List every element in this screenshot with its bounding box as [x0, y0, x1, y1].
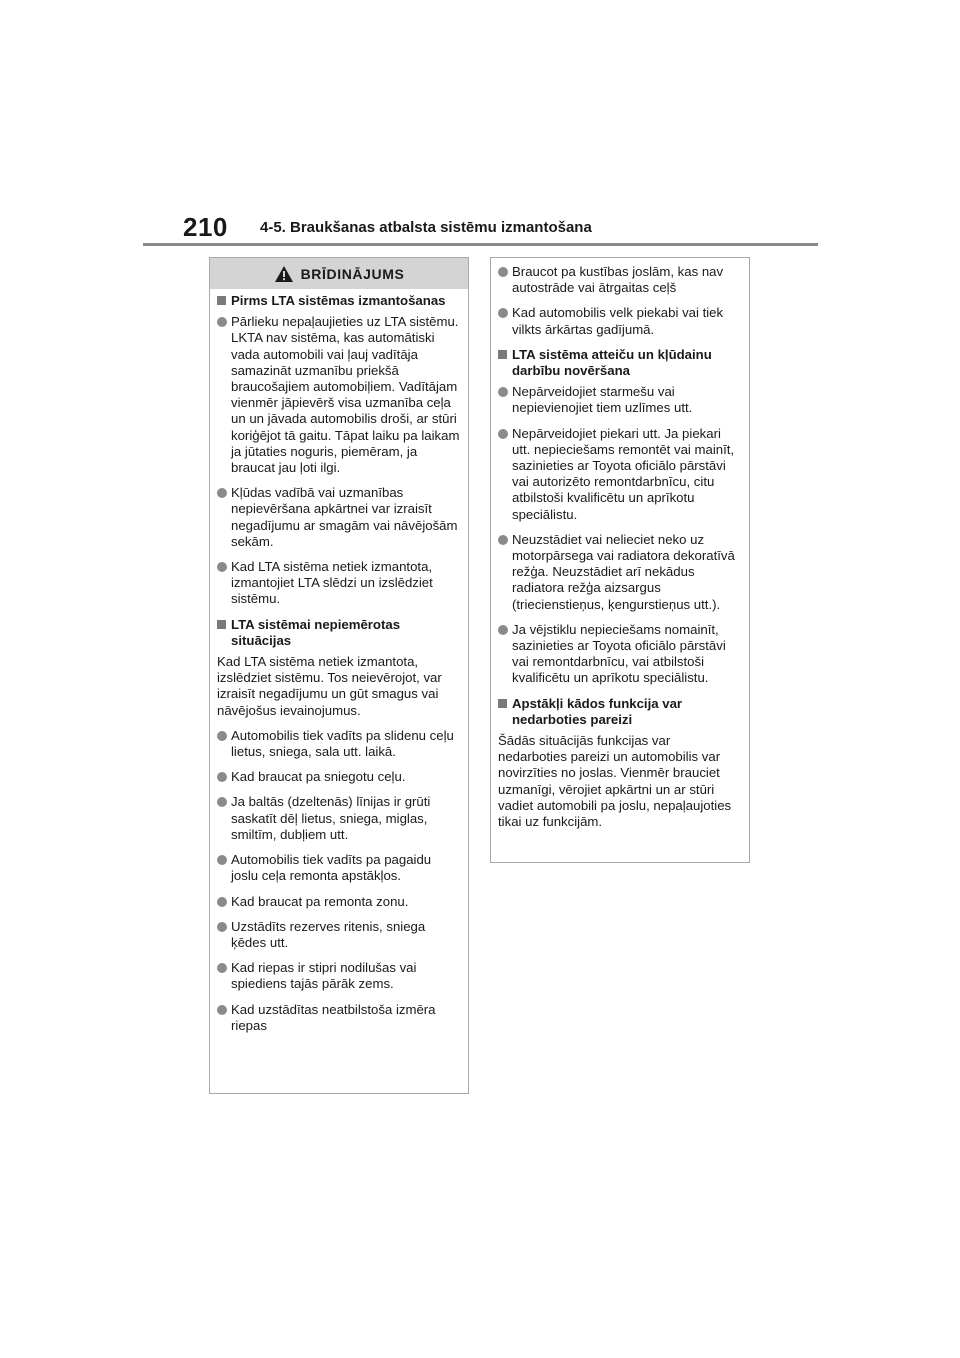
- section-heading: [217, 293, 461, 309]
- round-bullet-icon: [217, 922, 227, 932]
- round-bullet-icon: [217, 488, 227, 498]
- bullet-item: [217, 485, 461, 550]
- bullet-text: Automobilis tiek vadīts pa slidenu ceļu lietus, sniega, sala utt. laikā.: [231, 727, 454, 760]
- bullet-item: [498, 426, 742, 523]
- bullet-text: Braucot pa kustības joslām, kas nav autostrāde vai ātrgaitas ceļš: [512, 264, 724, 296]
- bullet-text: Kad automobilis velk piekabi vai tiek vilkts ārkārtas gadījumā.: [512, 305, 724, 337]
- round-bullet-icon: [498, 308, 508, 318]
- round-bullet-icon: [217, 772, 227, 782]
- round-bullet-icon: [498, 267, 508, 277]
- round-bullet-icon: [217, 1005, 227, 1015]
- round-bullet-icon: [498, 387, 508, 397]
- bullet-text: Neuzstādiet vai nelieciet neko uz motorpārsega vai radiatora dekoratīvā režģa. Neuzstādiet arī nekādus radiatora režģa aizsargus (triecienstieņus, ķengurstieņus utt.).: [512, 531, 735, 612]
- heading-text: Pirms LTA sistēmas izmantošanas: [231, 293, 446, 308]
- round-bullet-icon: [217, 897, 227, 907]
- paragraph: Kad LTA sistēma netiek izmantota, izslēdziet sistēmu. Tos neievērojot, var izraisīt negadījumu un gūt smagus vai nāvējošus ievainojumus.: [217, 654, 442, 718]
- bullet-item: [217, 728, 461, 760]
- heading-text: Apstākļi kādos funkcija var nedarboties pareizi: [512, 695, 683, 727]
- bullet-text: Kļūdas vadībā vai uzmanības nepievēršana apkārtnei var izraisīt negadījumu ar smagām vai nāvējošām sekām.: [231, 485, 458, 549]
- round-bullet-icon: [498, 625, 508, 635]
- round-bullet-icon: [217, 855, 227, 865]
- bullet-item: [217, 894, 461, 910]
- warning-title: BRĪDINĀJUMS: [300, 265, 405, 282]
- warning-header: [210, 258, 468, 289]
- round-bullet-icon: [217, 317, 227, 327]
- bullet-item: [498, 622, 742, 687]
- bullet-item: [217, 559, 461, 608]
- warning-box-left: [209, 257, 469, 1094]
- heading-text: LTA sistēmai nepiemērotas situācijas: [231, 616, 401, 648]
- bullet-text: Nepārveidojiet starmešu vai nepievienojiet tiem uzlīmes utt.: [512, 384, 693, 416]
- bullet-item: [498, 384, 742, 416]
- bullet-item: [498, 305, 742, 337]
- bullet-text: Kad uzstādītas neatbilstoša izmēra riepas: [231, 1001, 436, 1033]
- bullet-text: Ja vējstiklu nepieciešams nomainīt, sazinieties ar Toyota oficiālo pārstāvi vai remontdarbnīcu, vai atbilstoši kvalificētu un aprīkotu speciālistu.: [512, 621, 726, 686]
- bullet-item: [498, 264, 742, 296]
- warning-box-right: [490, 257, 750, 863]
- bullet-item: [217, 852, 461, 884]
- round-bullet-icon: [498, 429, 508, 439]
- bullet-item: [217, 794, 461, 843]
- section-heading: [498, 696, 742, 728]
- paragraph: Šādās situācijās funkcijas var nedarboties pareizi un automobilis var novirzīties no joslas. Vienmēr brauciet uzmanīgi, vērojiet apkārtni un ar stūri vadiet automobili pa joslu, nepaļaujoties tikai uz funkcijām.: [498, 733, 732, 830]
- round-bullet-icon: [217, 963, 227, 973]
- warning-triangle-icon: [274, 265, 294, 283]
- bullet-item: [217, 960, 461, 992]
- bullet-text: Ja baltās (dzeltenās) līnijas ir grūti saskatīt dēļ lietus, sniega, miglas, smiltīm, dubļiem utt.: [231, 794, 431, 842]
- bullet-text: Nepārveidojiet piekari utt. Ja piekari utt. nepieciešams remontēt vai mainīt, sazinieties ar Toyota oficiālo pārstāvi vai autorizēto remontdarbnīcu, citu atbilstoši kvalificētu un aprīkotu speciālistu.: [512, 425, 735, 522]
- bullet-item: [217, 769, 461, 785]
- bullet-text: Pārlieku nepaļaujieties uz LTA sistēmu. LKTA nav sistēma, kas automātiski vada automobili vai ļauj vadītāja samazināt uzmanību priekšā braucošajiem automobiļiem. Vadītājam vienmēr jāpievērš visa uzmanība ceļa un un jāvada automobilis droši, ar stūri koriģējot tā gaitu. Tāpat laiku pa laikam ja jūtaties noguris, piemēram, ja braucat jau ļoti ilgi.: [231, 314, 460, 476]
- bullet-item: [498, 532, 742, 613]
- warning-content-right: [491, 258, 749, 830]
- bullet-item: [217, 314, 461, 476]
- bullet-text: Kad braucat pa remonta zonu.: [231, 893, 409, 909]
- round-bullet-icon: [217, 562, 227, 572]
- round-bullet-icon: [217, 797, 227, 807]
- bullet-text: Kad braucat pa sniegotu ceļu.: [231, 769, 406, 785]
- warning-content-left: [210, 289, 468, 1034]
- header-rule: [143, 243, 818, 246]
- bullet-text: Automobilis tiek vadīts pa pagaidu joslu ceļa remonta apstākļos.: [231, 852, 432, 884]
- bullet-text: Kad riepas ir stipri nodilušas vai spiediens tajās pārāk zems.: [231, 960, 417, 992]
- page-number: 210: [183, 212, 228, 242]
- section-heading: [498, 347, 742, 379]
- bullet-text: Kad LTA sistēma netiek izmantota, izmantojiet LTA slēdzi un izslēdziet sistēmu.: [231, 559, 433, 607]
- square-bullet-icon: [217, 296, 226, 305]
- section-title: 4-5. Braukšanas atbalsta sistēmu izmantošana: [260, 219, 592, 236]
- square-bullet-icon: [498, 350, 507, 359]
- square-bullet-icon: [217, 620, 226, 629]
- bullet-text: Uzstādīts rezerves ritenis, sniega ķēdes utt.: [231, 918, 426, 950]
- section-heading: [217, 617, 461, 649]
- square-bullet-icon: [498, 699, 507, 708]
- round-bullet-icon: [498, 535, 508, 545]
- bullet-item: [217, 1002, 461, 1034]
- heading-text: LTA sistēma atteiču un kļūdainu darbību novēršana: [512, 346, 712, 379]
- bullet-item: [217, 919, 461, 951]
- round-bullet-icon: [217, 731, 227, 741]
